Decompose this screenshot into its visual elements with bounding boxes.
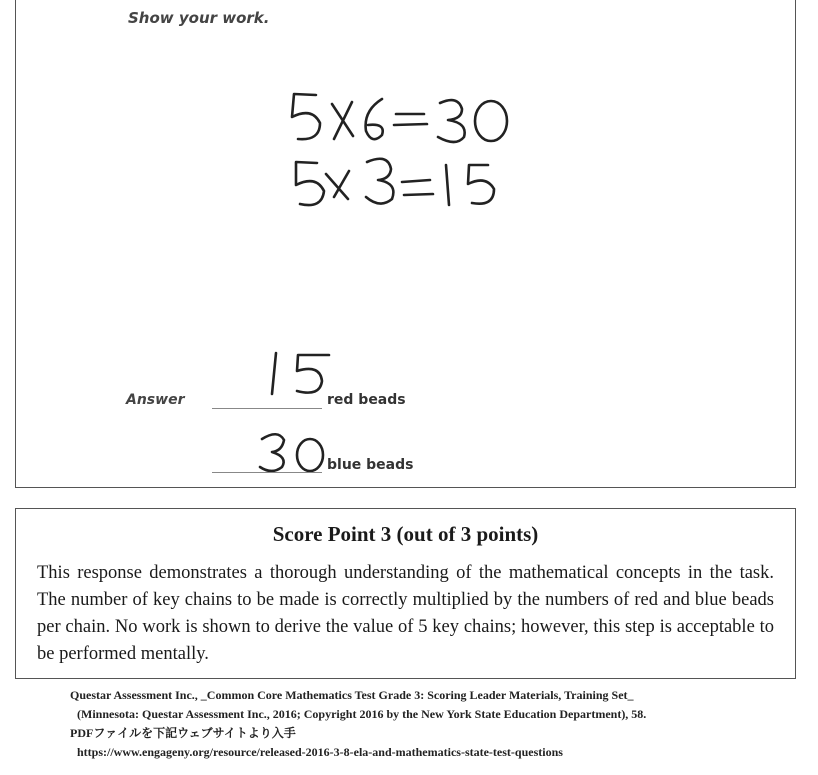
unit-blue-beads: blue beads — [327, 457, 414, 473]
answer-blank-blue — [212, 472, 322, 473]
unit-red-beads: red beads — [327, 392, 406, 408]
citation-line-1: Questar Assessment Inc., _Common Core Mathematics Test Grade 3: Scoring Leader Materials, Training Set_ — [70, 688, 634, 702]
source-url: https://www.engageny.org/resource/released-2016-3-8-ela-and-mathematics-state-test-questions — [77, 745, 563, 759]
handwritten-work — [16, 0, 797, 489]
answer-blank-red — [212, 408, 322, 409]
answer-label: Answer — [126, 392, 185, 408]
citation-line-3: PDFファイルを下記ウェブサイトより入手 — [70, 726, 296, 740]
score-explanation: This response demonstrates a thorough understanding of the mathematical concepts in the task. The number of key chains to be made is correctly multiplied by the numbers of red and blue beads per chain. No work is shown to derive the value of 5 key chains; however, this step is acceptable to be performed mentally. — [37, 563, 774, 664]
citation — [70, 686, 646, 762]
handwritten-answer-15 — [272, 353, 329, 394]
student-work-panel — [15, 0, 796, 488]
handwritten-answer-30 — [260, 434, 323, 471]
score-explanation-panel — [15, 508, 796, 679]
score-title: Score Point 3 (out of 3 points) — [272, 522, 539, 546]
handwritten-line-2 — [296, 159, 494, 205]
handwritten-line-1 — [292, 94, 507, 142]
show-work-prompt: Show your work. — [128, 9, 270, 27]
citation-line-2: (Minnesota: Questar Assessment Inc., 2016; Copyright 2016 by the New York State Education Department), 58. — [77, 707, 647, 721]
